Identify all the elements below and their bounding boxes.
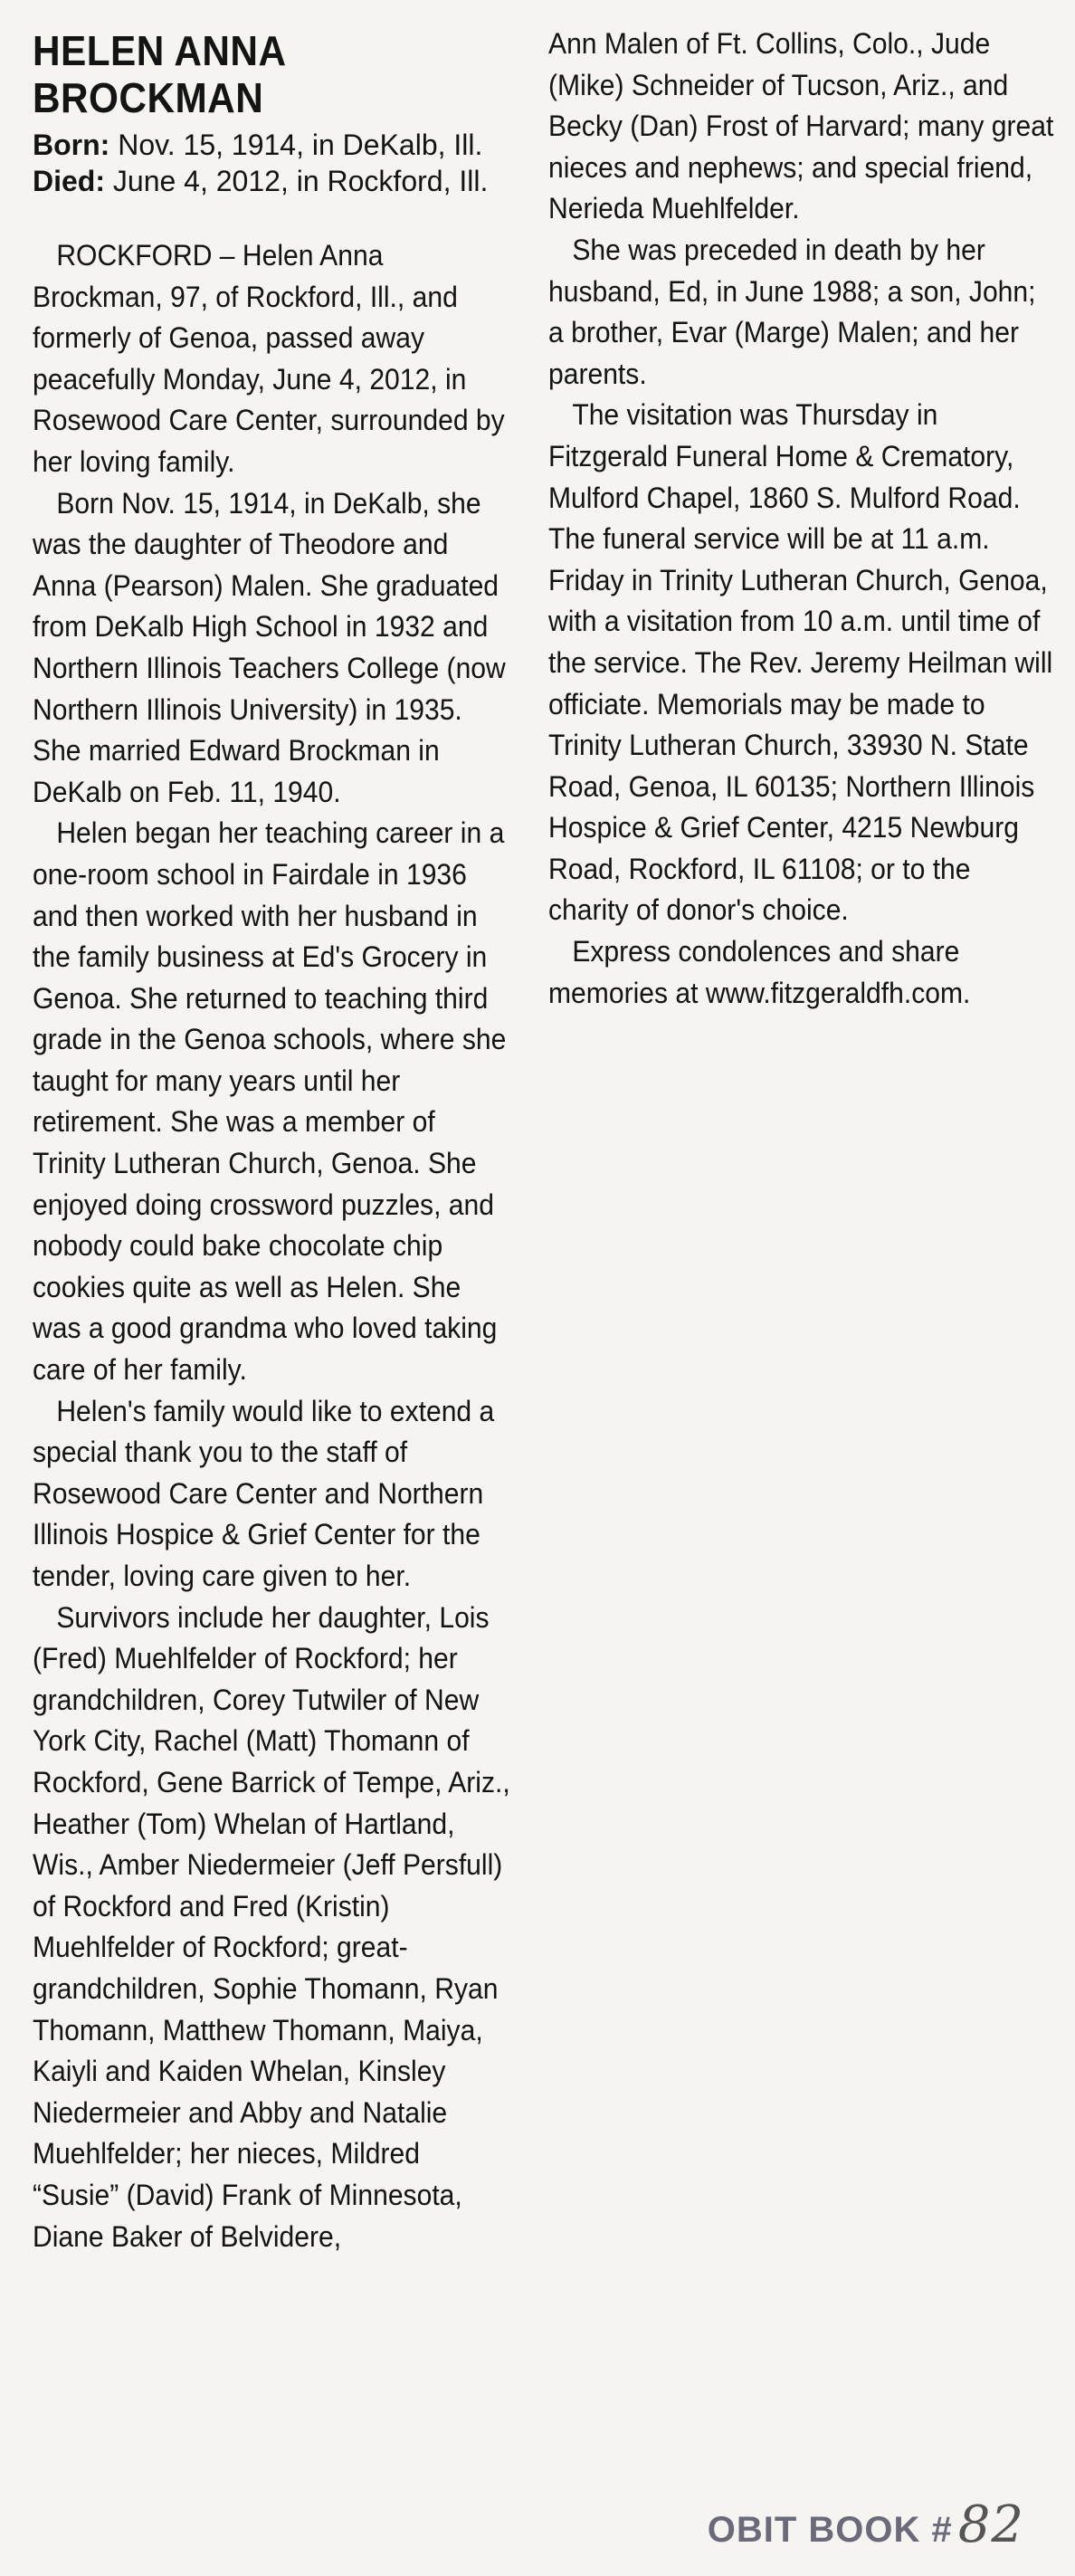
paragraph-thanks: Helen's family would like to extend a special thank you to the staff of Rosewood Care Center and Northern Illinois Hospice & Grief Center for the tender, loving care given to her. [33,1394,495,1592]
paragraph-preceded: She was preceded in death by her husband, Ed, in June 1988; a son, John; a brother, Evar (Marge) Malen; and her parents. [548,233,1036,390]
stamp-text: OBIT BOOK # [707,2510,953,2550]
paragraph-announcement: ROCKFORD – Helen Anna Brockman, 97, of Rockford, Ill., and formerly of Genoa, passed away peacefully Monday, June 4, 2012, in Rosewood Care Center, surrounded by her loving family. [33,239,505,478]
left-column [33,0,512,2257]
paragraph-survivors: Survivors include her daughter, Lois (Fred) Muehlfelder of Rockford; her grandchildren, Corey Tutwiler of New York City, Rachel (Matt) Thomann of Rockford, Gene Barrick of Tempe, Ariz., Heather (Tom) Whelan of Hartland, Wis., Amber Niedermeier (Jeff Persfull) of Rockford and Fred (Kristin) Muehlfelder of Rockford; great-grandchildren, Sophie Thomann, Ryan Thomann, Matthew Thomann, Maiya, Kaiyli and Kaiden Whelan, Kinsley Niedermeier and Abby and Natalie Muehlfelder; her nieces, Mildred “Susie” (David) Frank of Minnesota, Diane Baker of Belvidere, [33,1600,510,2253]
obituary-title [33,27,474,121]
born-label: Born: [33,129,110,161]
died-line [33,163,512,199]
paragraph-career: Helen began her teaching career in a one-room school in Fairdale in 1936 and then worked with her husband in the family business at Ed's Grocery in Genoa. She returned to teaching third grade in the Genoa schools, where she taught for many years until her retirement. She was a member of Trinity Lutheran Church, Genoa. She enjoyed doing crossword puzzles, and nobody could bake chocolate chip cookies quite as well as Helen. She was a good grandma who loved taking care of her family. [33,816,507,1387]
born-line [33,127,512,163]
paragraph-condolences: Express condolences and share memories at www.fitzgeraldfh.com. [548,935,971,1009]
title-line-1: HELEN ANNA [33,27,287,74]
obit-book-stamp [708,2495,1024,2554]
right-column [548,24,1057,1014]
paragraph-services: The visitation was Thursday in Fitzgerald Funeral Home & Crematory, Mulford Chapel, 1860 S. Mulford Road. The funeral service will be at 11 a.m. Friday in Trinity Lutheran Church, Genoa, with a visitation from 10 a.m. until time of the service. The Rev. Jeremy Heilman will officiate. Memorials may be made to Trinity Lutheran Church, 33930 N. State Road, Genoa, IL 60135; Northern Illinois Hospice & Grief Center, 4215 Newburg Road, Rockford, IL 61108; or to the charity of donor's choice. [548,398,1053,927]
died-value: June 4, 2012, in Rockford, Ill. [112,165,489,197]
born-value: Nov. 15, 1914, in DeKalb, Ill. [118,129,483,161]
died-label: Died: [33,165,105,197]
life-dates [33,127,512,199]
title-line-2: BROCKMAN [33,74,264,121]
paragraph-early-life: Born Nov. 15, 1914, in DeKalb, she was the daughter of Theodore and Anna (Pearson) Malen. She graduated from DeKalb High School in 1932 and Northern Illinois Teachers College (now Northern Illinois University) in 1935. She married Edward Brockman in DeKalb on Feb. 11, 1940. [33,486,506,808]
stamp-number: 82 [957,2495,1024,2554]
paragraph-survivors-continued: Ann Malen of Ft. Collins, Colo., Jude (Mike) Schneider of Tucson, Ariz., and Becky (Dan) Frost of Harvard; many great nieces and nephews; and special friend, Nerieda Muehlfelder. [548,27,1054,225]
